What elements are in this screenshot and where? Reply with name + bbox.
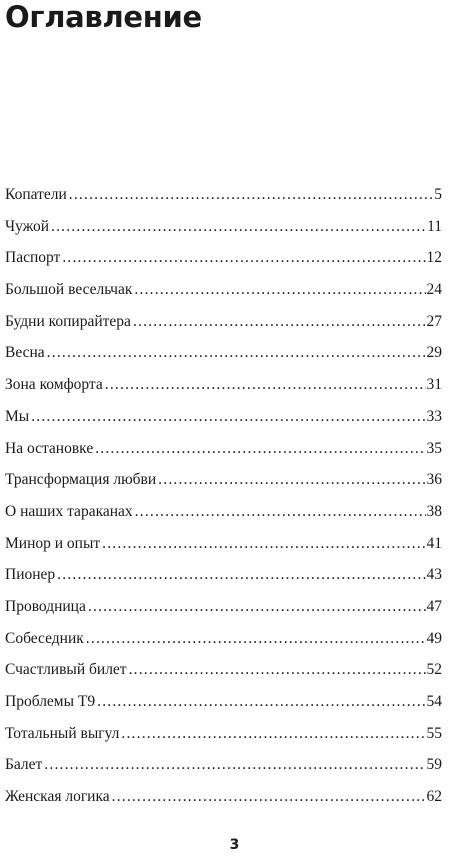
toc-entry-title: Женская логика [5, 788, 110, 806]
toc-entry-title: Проводница [5, 597, 86, 615]
toc-entry-page: 36 [426, 471, 442, 489]
toc-entry-page: 29 [426, 344, 442, 362]
toc-entry-page: 54 [426, 693, 442, 710]
toc-entry [5, 467, 442, 499]
toc-entry [5, 499, 442, 531]
page-number: 3 [229, 837, 240, 853]
toc-leader-dots [112, 784, 426, 810]
toc-leader-dots [86, 626, 426, 652]
toc-entry-title: Трансформация любви [5, 471, 157, 489]
toc-entry [5, 784, 442, 816]
toc-leader-dots [133, 309, 426, 335]
toc-entry-page: 49 [426, 629, 442, 647]
toc-leader-dots [44, 752, 425, 778]
toc-leader-dots [47, 340, 426, 366]
toc-leader-dots [31, 404, 425, 430]
toc-entry [5, 562, 442, 594]
toc-entry-page: 33 [426, 407, 442, 425]
toc-entry-page: 24 [426, 281, 442, 299]
toc-leader-dots [95, 436, 425, 462]
toc-entry [5, 245, 442, 277]
toc-entry-title: Зона комфорта [5, 376, 103, 394]
toc-leader-dots [88, 594, 426, 620]
toc-leader-dots [97, 689, 425, 715]
toc-leader-dots [134, 277, 425, 303]
toc-leader-dots [57, 562, 425, 588]
toc-entry-page: 31 [426, 376, 442, 394]
toc-entry [5, 657, 442, 689]
toc-entry-page: 5 [434, 186, 442, 203]
toc-entry [5, 626, 442, 658]
page-title: Оглавление [5, 0, 202, 34]
toc-entry-title: Счастливый билет [5, 661, 127, 679]
toc-entry-title: Пионер [5, 566, 56, 584]
toc-entry-title: Весна [5, 344, 45, 362]
toc-entry [5, 214, 442, 246]
toc-entry-page: 12 [426, 249, 442, 267]
toc-leader-dots [62, 245, 425, 271]
toc-entry [5, 182, 442, 214]
toc-entry-page: 52 [426, 661, 442, 679]
toc-entry [5, 531, 442, 563]
toc-entry-page: 38 [426, 502, 442, 520]
toc-entry-title: Балет [5, 756, 43, 774]
toc-entry-title: О наших тараканах [5, 502, 133, 520]
toc-entry [5, 721, 442, 753]
toc-entry-page: 59 [426, 756, 442, 774]
toc-entry [5, 340, 442, 372]
toc-entry-page: 55 [426, 724, 442, 742]
toc-entry-title: Паспорт [5, 249, 61, 267]
table-of-contents [5, 182, 442, 816]
toc-entry [5, 277, 442, 309]
toc-entry-page: 11 [427, 217, 442, 235]
toc-leader-dots [69, 182, 433, 208]
toc-entry [5, 594, 442, 626]
toc-entry [5, 436, 442, 468]
toc-entry-title: На остановке [5, 439, 94, 457]
toc-entry-title: Копатели [5, 186, 67, 203]
toc-entry-title: Проблемы Т9 [5, 693, 96, 710]
toc-entry [5, 309, 442, 341]
toc-entry-page: 27 [426, 312, 442, 330]
toc-leader-dots [102, 531, 425, 557]
toc-entry-title: Чужой [5, 217, 49, 235]
toc-entry [5, 372, 442, 404]
toc-entry-title: Мы [5, 407, 30, 425]
toc-entry [5, 752, 442, 784]
toc-entry-title: Минор и опыт [5, 534, 101, 552]
toc-entry-title: Тотальный выгул [5, 724, 120, 742]
toc-entry-title: Большой весельчак [5, 281, 133, 299]
toc-entry-page: 43 [426, 566, 442, 584]
toc-entry-page: 41 [426, 534, 442, 552]
toc-entry [5, 689, 442, 721]
toc-entry-page: 62 [426, 788, 442, 806]
toc-leader-dots [105, 372, 426, 398]
toc-entry-title: Будни копирайтера [5, 312, 131, 330]
toc-leader-dots [135, 499, 426, 525]
toc-leader-dots [158, 467, 425, 493]
toc-leader-dots [129, 657, 426, 683]
toc-entry [5, 404, 442, 436]
toc-leader-dots [121, 721, 425, 747]
toc-entry-title: Собеседник [5, 629, 84, 647]
toc-entry-page: 35 [426, 439, 442, 457]
toc-leader-dots [51, 214, 426, 240]
toc-entry-page: 47 [426, 597, 442, 615]
